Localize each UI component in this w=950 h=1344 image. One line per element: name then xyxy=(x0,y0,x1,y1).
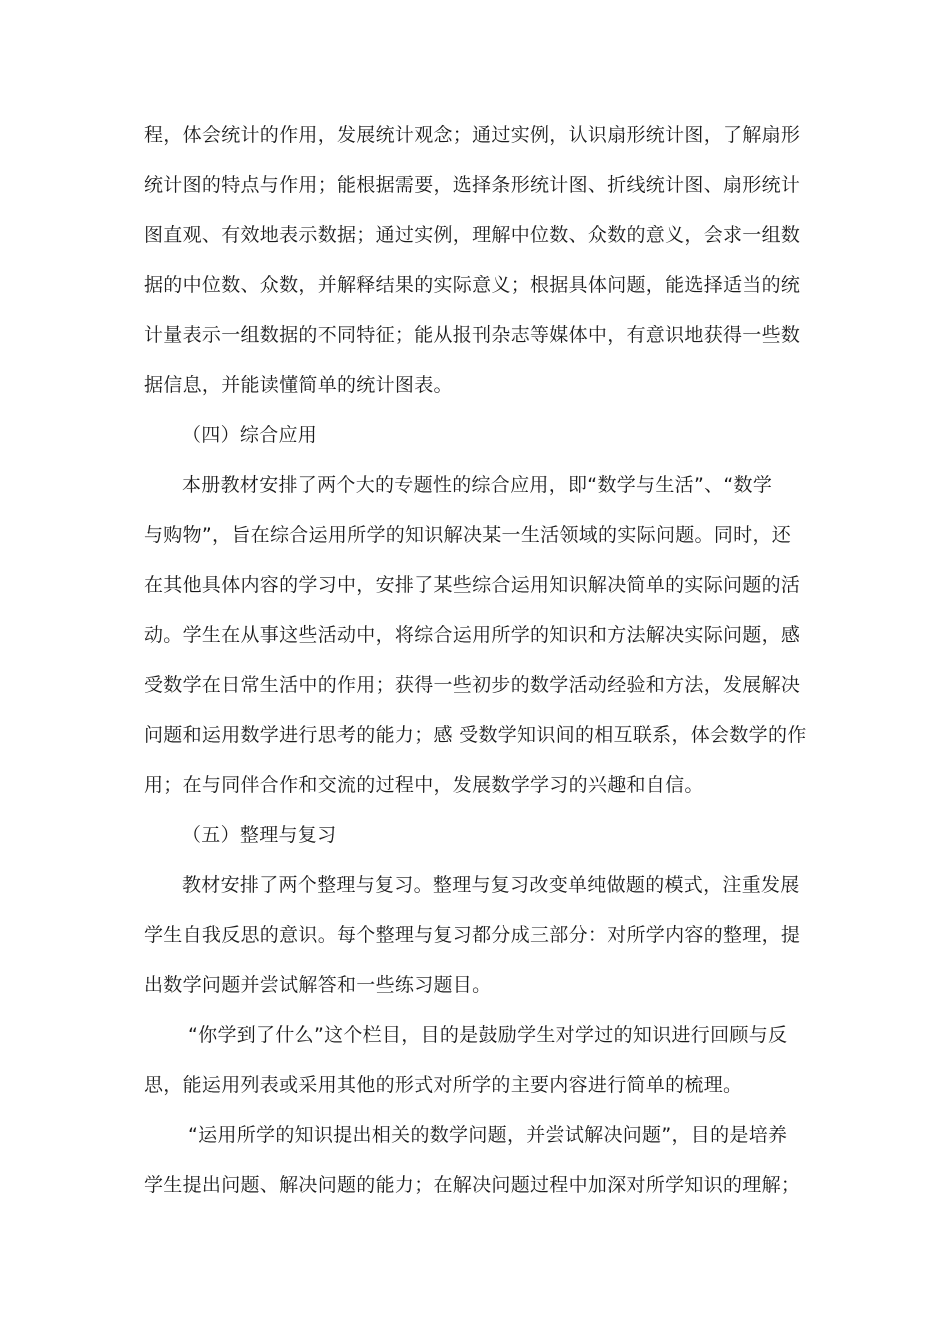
text-line: 受数学在日常生活中的作用；获得一些初步的数学活动经验和方法，发展解决 xyxy=(144,674,801,696)
section-heading-comprehensive-application: （四）综合应用 xyxy=(182,424,318,446)
text-line: 计量表示一组数据的不同特征；能从报刊杂志等媒体中，有意识地获得一些数 xyxy=(144,324,801,346)
text-line: 图直观、有效地表示数据；通过实例，理解中位数、众数的意义，会求一组数 xyxy=(144,224,801,246)
text-line: “你学到了什么”这个栏目，目的是鼓励学生对学过的知识进行回顾与反 xyxy=(188,1024,788,1046)
text-line: 教材安排了两个整理与复习。整理与复习改变单纯做题的模式，注重发展 xyxy=(182,874,800,896)
text-line: 学生提出问题、解决问题的能力；在解决问题过程中加深对所学知识的理解； xyxy=(144,1174,801,1196)
text-line: 思，能运用列表或采用其他的形式对所学的主要内容进行简单的梳理。 xyxy=(144,1074,743,1096)
text-line: 据信息，并能读懂简单的统计图表。 xyxy=(144,374,453,396)
text-line: 统计图的特点与作用；能根据需要，选择条形统计图、折线统计图、扇形统计 xyxy=(144,174,801,196)
text-line: 学生自我反思的意识。每个整理与复习都分成三部分：对所学内容的整理，提 xyxy=(144,924,801,946)
text-line: 用；在与同伴合作和交流的过程中，发展数学学习的兴趣和自信。 xyxy=(144,774,704,796)
text-line: 动。学生在从事这些活动中，将综合运用所学的知识和方法解决实际问题，感 xyxy=(144,624,801,646)
text-line: 出数学问题并尝试解答和一些练习题目。 xyxy=(144,974,492,996)
text-line: “运用所学的知识提出相关的数学问题，并尝试解决问题”，目的是培养 xyxy=(188,1124,788,1146)
text-line: 本册教材安排了两个大的专题性的综合应用，即“数学与生活”、“数学 xyxy=(182,474,773,496)
text-line: 与购物”，旨在综合运用所学的知识解决某一生活领域的实际问题。同时，还 xyxy=(144,524,792,546)
text-line: 程，体会统计的作用，发展统计观念；通过实例，认识扇形统计图，了解扇形 xyxy=(144,124,801,146)
section-heading-review: （五）整理与复习 xyxy=(182,824,337,846)
text-line: 在其他具体内容的学习中，安排了某些综合运用知识解决简单的实际问题的活 xyxy=(144,574,801,596)
text-line: 据的中位数、众数，并解释结果的实际意义；根据具体问题，能选择适当的统 xyxy=(144,274,801,296)
text-line: 问题和运用数学进行思考的能力；感 受数学知识间的相互联系，体会数学的作 xyxy=(144,724,807,746)
